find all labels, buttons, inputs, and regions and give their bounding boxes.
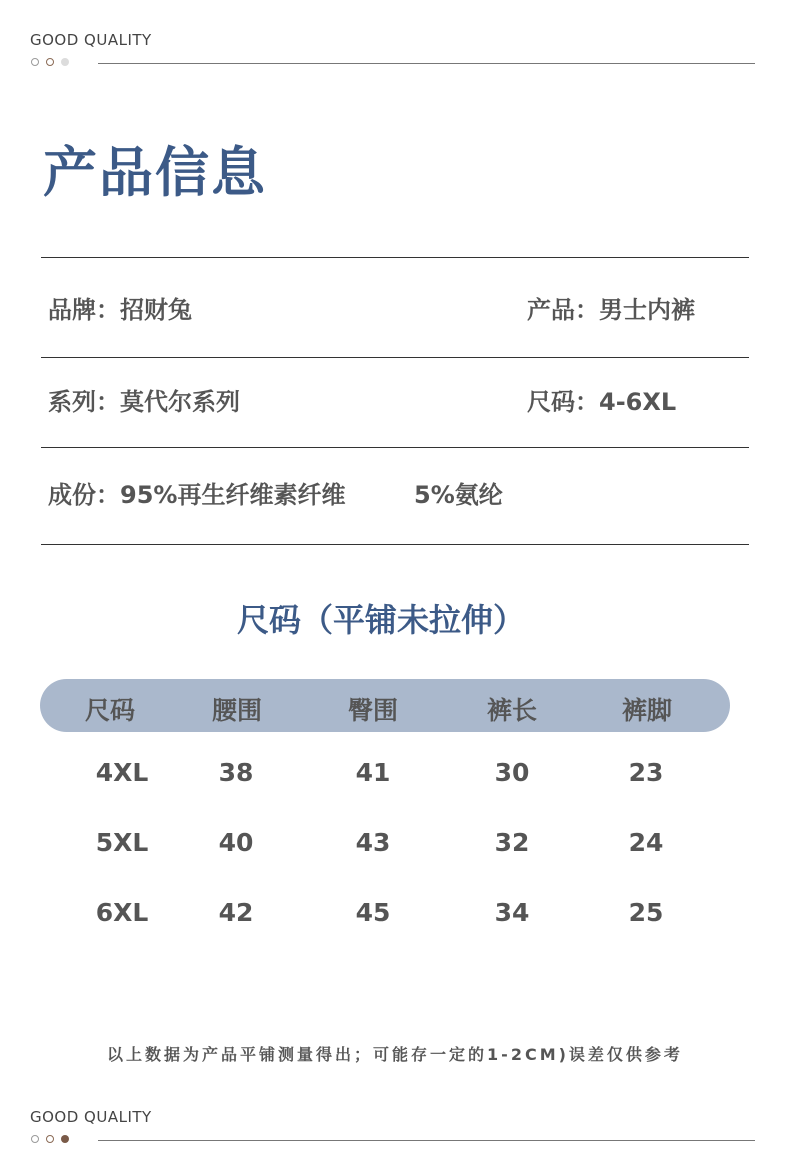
dot-icon xyxy=(31,1135,39,1143)
divider xyxy=(41,544,749,545)
table-cell: 6XL xyxy=(95,898,149,927)
table-header-cell: 裤脚 xyxy=(621,696,672,725)
divider xyxy=(41,357,749,358)
divider xyxy=(41,447,749,448)
measurement-note: 以上数据为产品平铺测量得出；可能存一定的1-2CM)误差仅供参考 xyxy=(107,1045,683,1064)
table-cell: 41 xyxy=(355,758,391,787)
table-cell: 38 xyxy=(218,758,254,787)
table-header-cell: 腰围 xyxy=(211,696,262,725)
table-cell: 40 xyxy=(218,828,254,857)
decorative-dots-top xyxy=(31,58,69,66)
dot-icon xyxy=(46,58,54,66)
divider-top xyxy=(98,63,755,64)
table-cell: 4XL xyxy=(95,758,149,787)
table-cell: 24 xyxy=(628,828,664,857)
table-cell: 42 xyxy=(218,898,254,927)
decorative-dots-bottom xyxy=(31,1135,69,1143)
dot-icon xyxy=(46,1135,54,1143)
dot-icon xyxy=(31,58,39,66)
table-cell: 45 xyxy=(355,898,391,927)
table-cell: 43 xyxy=(355,828,391,857)
info-composition: 成份：95%再生纤维素纤维 xyxy=(48,481,346,509)
page-title: 产品信息 xyxy=(43,141,267,204)
brand-tag-top: GOOD QUALITY xyxy=(30,31,152,49)
info-brand: 品牌：招财兔 xyxy=(48,296,192,324)
divider-bottom xyxy=(98,1140,755,1141)
table-cell: 30 xyxy=(494,758,530,787)
size-chart-title: 尺码（平铺未拉伸） xyxy=(236,601,525,639)
table-cell: 32 xyxy=(494,828,530,857)
info-size: 尺码：4-6XL xyxy=(527,388,677,416)
table-cell: 25 xyxy=(628,898,664,927)
info-product: 产品：男士内裤 xyxy=(527,296,695,324)
table-header-cell: 尺码 xyxy=(84,696,135,725)
dot-icon xyxy=(61,1135,69,1143)
table-cell: 23 xyxy=(628,758,664,787)
divider xyxy=(41,257,749,258)
table-header-cell: 臀围 xyxy=(347,696,398,725)
table-cell: 5XL xyxy=(95,828,149,857)
table-header-cell: 裤长 xyxy=(486,696,537,725)
info-composition-extra: 5%氨纶 xyxy=(414,481,503,509)
info-series: 系列：莫代尔系列 xyxy=(48,388,240,416)
table-cell: 34 xyxy=(494,898,530,927)
dot-icon xyxy=(61,58,69,66)
brand-tag-bottom: GOOD QUALITY xyxy=(30,1108,152,1126)
